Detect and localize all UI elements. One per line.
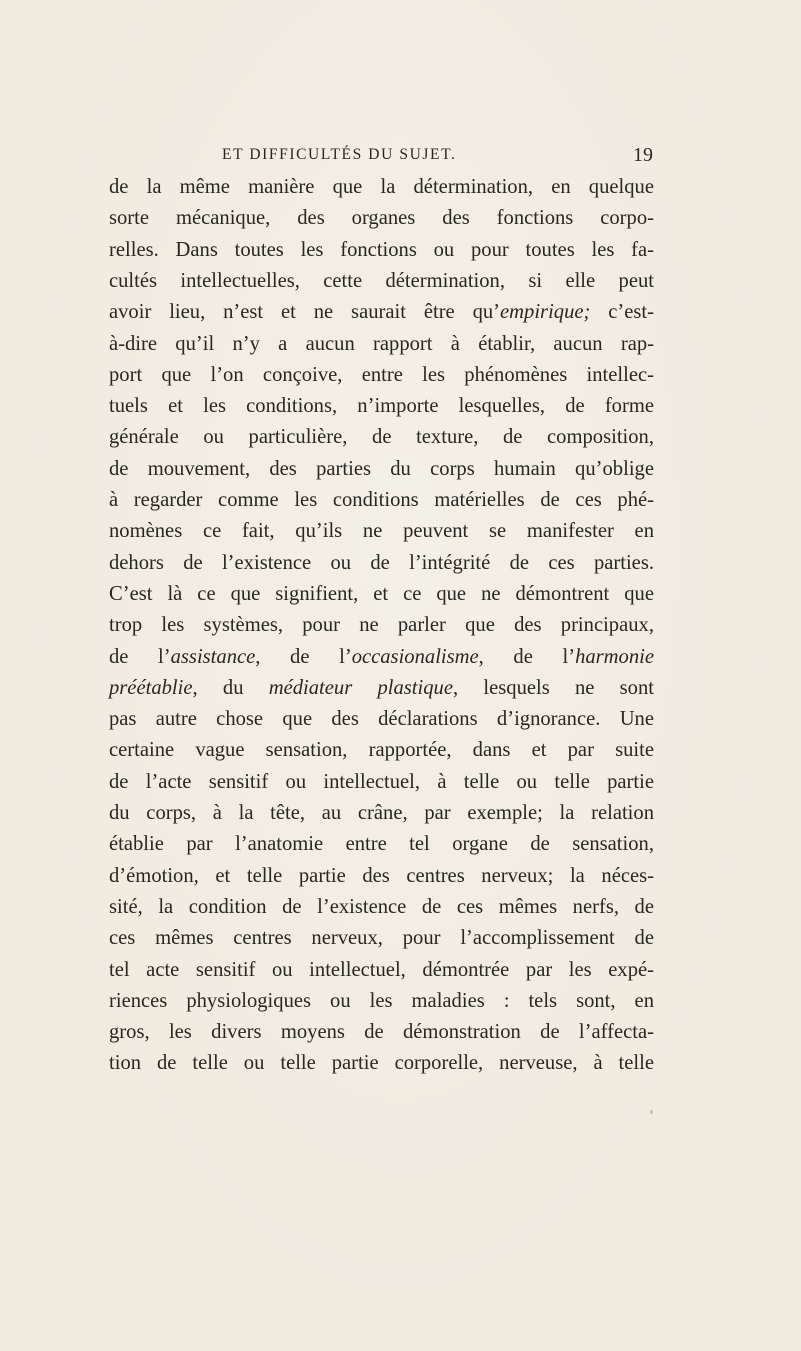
text-fragment: , de l’ bbox=[255, 645, 352, 668]
text-line: sité, la condition de l’existence de ces mêmes nerfs, de bbox=[109, 895, 654, 918]
text-line: de la même manière que la détermination, en quelque bbox=[109, 176, 654, 198]
text-line: relles. Dans toutes les fonctions ou pour toutes les fa- bbox=[109, 238, 654, 261]
text-line: cultés intellectuelles, cette détermination, si elle peut bbox=[109, 269, 654, 292]
italic-term: assistance bbox=[170, 645, 256, 668]
running-title: ET DIFFICULTÉS DU SUJET. bbox=[222, 146, 457, 163]
text-fragment: de l’ bbox=[109, 645, 171, 668]
text-line: C’est là ce que signifient, et ce que ne démontrent que bbox=[109, 582, 654, 605]
text-line bbox=[109, 642, 654, 673]
text-line: de mouvement, des parties du corps humain qu’oblige bbox=[109, 457, 654, 480]
text-fragment: avoir lieu, n’est et ne saurait être qu’ bbox=[109, 301, 501, 324]
italic-term: médiateur plastique bbox=[268, 676, 453, 699]
text-fragment: , lesquels ne sont bbox=[453, 676, 654, 699]
text-fragment: c’est- bbox=[590, 301, 655, 324]
text-line: pas autre chose que des déclarations d’ignorance. Une bbox=[109, 708, 654, 731]
text-line: établie par l’anatomie entre tel organe de sensation, bbox=[109, 833, 654, 856]
text-line bbox=[109, 297, 654, 328]
text-line: de l’acte sensitif ou intellectuel, à telle ou telle partie bbox=[109, 770, 654, 793]
text-line bbox=[109, 673, 654, 704]
running-head bbox=[0, 146, 801, 170]
text-line: à regarder comme les conditions matérielles de ces phé- bbox=[109, 489, 654, 511]
text-line: dehors de l’existence ou de l’intégrité de ces parties. bbox=[109, 551, 654, 574]
text-line: du corps, à la tête, au crâne, par exemple; la relation bbox=[109, 802, 654, 824]
text-line: port que l’on conçoive, entre les phénomènes intellec- bbox=[109, 363, 654, 386]
page-number: 19 bbox=[633, 144, 653, 166]
text-line: sorte mécanique, des organes des fonctions corpo- bbox=[109, 207, 654, 230]
text-line: à-dire qu’il n’y a aucun rapport à établir, aucun rap- bbox=[109, 332, 654, 355]
text-fragment: , de l’ bbox=[478, 645, 576, 668]
italic-term: empirique; bbox=[500, 301, 591, 324]
text-line: riences physiologiques ou les maladies : tels sont, en bbox=[109, 989, 654, 1012]
italic-term: occasionalisme bbox=[351, 645, 479, 668]
paper-speck bbox=[650, 1110, 653, 1114]
text-line: trop les systèmes, pour ne parler que des principaux, bbox=[109, 614, 654, 637]
text-line: nomènes ce fait, qu’ils ne peuvent se manifester en bbox=[109, 520, 654, 543]
text-line: tel acte sensitif ou intellectuel, démontrée par les expé- bbox=[109, 958, 654, 981]
text-line: ces mêmes centres nerveux, pour l’accomplissement de bbox=[109, 927, 654, 950]
text-line: tuels et les conditions, n’importe lesquelles, de forme bbox=[109, 395, 654, 418]
text-line: d’émotion, et telle partie des centres nerveux; la néces- bbox=[109, 864, 654, 887]
text-fragment: , du bbox=[192, 676, 269, 699]
text-line: certaine vague sensation, rapportée, dans et par suite bbox=[109, 739, 654, 762]
text-line: générale ou particulière, de texture, de composition, bbox=[109, 426, 654, 449]
text-line: tion de telle ou telle partie corporelle, nerveuse, à telle bbox=[109, 1052, 654, 1075]
italic-term: harmonie bbox=[575, 645, 654, 668]
text-line: gros, les divers moyens de démonstration de l’affecta- bbox=[109, 1021, 654, 1044]
italic-term: préétablie bbox=[109, 676, 193, 699]
